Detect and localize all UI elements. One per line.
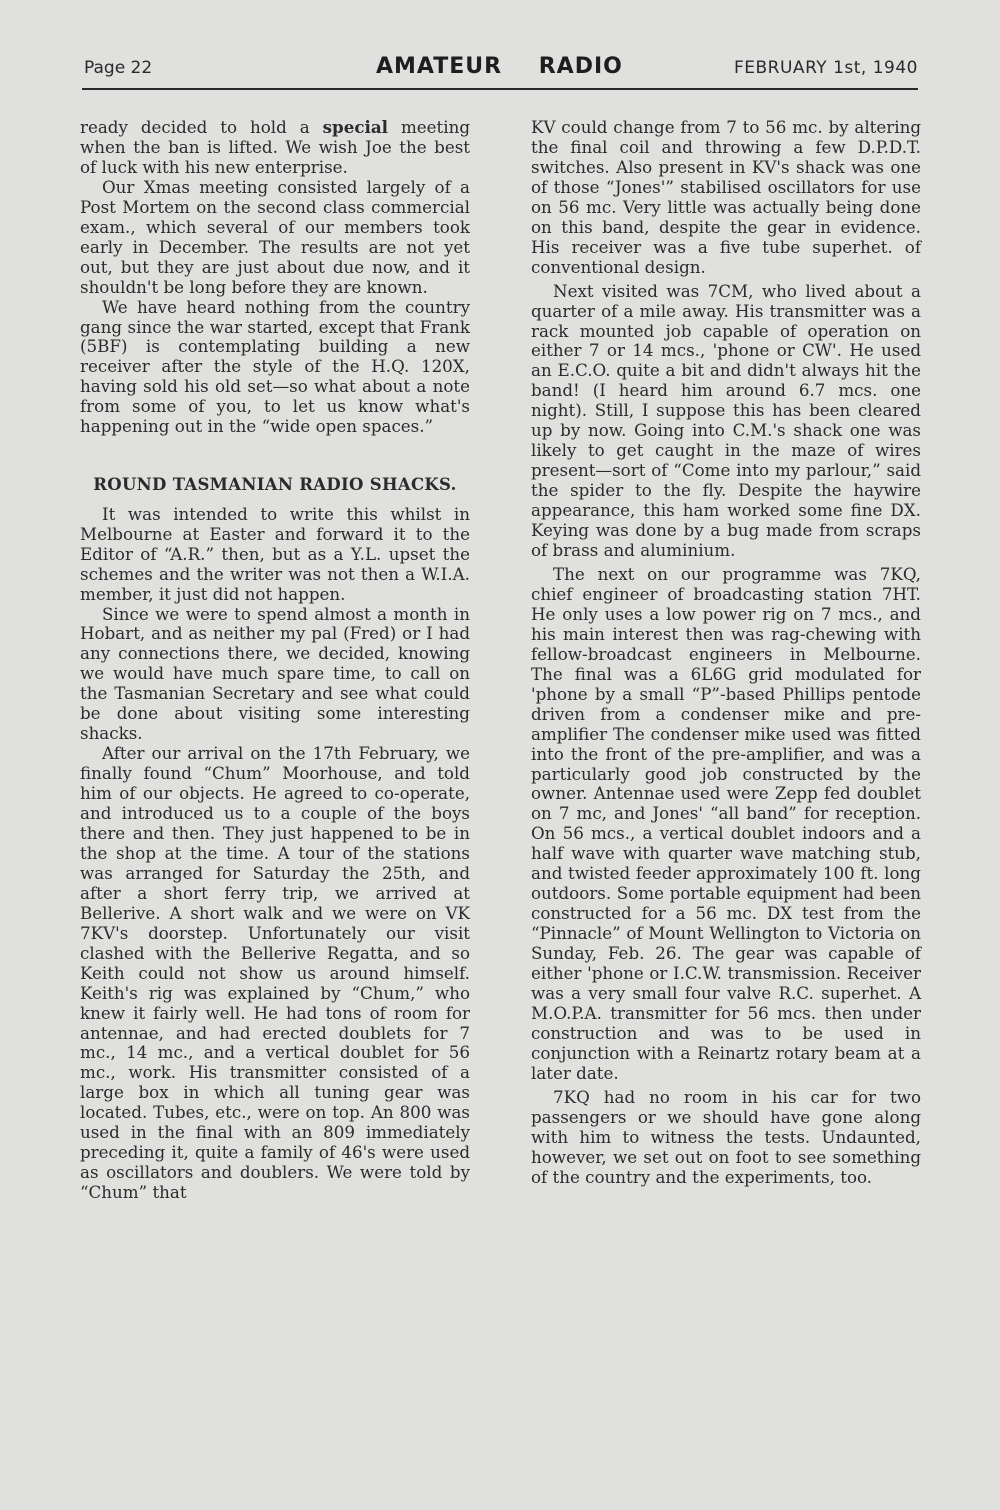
paragraph: It was intended to write this whilst in Melbourne at Easter and forward it to the Editor of “A.R.” then, but as a Y.L. upset the schemes and the writer was not then a W.I.A. member, it just did not happen. xyxy=(80,503,470,604)
paragraph: After our arrival on the 17th February, we finally found “Chum” Moorhouse, and told him of our objects. He agreed to co-operate, and introduced us to a couple of the boys there and then. They just happened to be in the shop at the time. A tour of the stations was arranged for Saturday the 25th, and after a short ferry trip, we arrived at Bellerive. A short walk and we were on VK 7KV's doorstep. Unfortunately our visit clashed with the Bellerive Regatta, and so Keith could not show us around himself. Keith's rig was explained by “Chum,” who knew it fairly well. He had tons of room for antennae, and had erected doublets for 7 mc., 14 mc., and a vertical doublet for 56 mc., work. His transmitter consisted of a large box in which all tuning gear was located. Tubes, etc., were on top. An 800 was used in the final with an 809 immediately preceding it, quite a family of 46's were used as oscillators and doublers. We were told by “Chum” that xyxy=(80,743,470,1203)
magazine-title: AMATEUR RADIO xyxy=(376,54,623,79)
paragraph-text: ready decided to hold a xyxy=(80,117,323,137)
paragraph: We have heard nothing from the country gang since the war started, except that Frank (5BF) is contemplating building a new receiver after the style of the H.Q. 120X, having sold his old set—so what about a note from some of you, to let us know what's happening out in the “wide open spaces.” xyxy=(80,296,470,437)
paragraph: Our Xmas meeting consisted largely of a Post Mortem on the second class commercial exam., which several of our members took early in December. The results are not yet out, but they are just about due now, and it shouldn't be long before they are known. xyxy=(80,176,470,297)
paragraph: 7KQ had no room in his car for two passengers or we should have gone along with him to witness the tests. Undaunted, however, we set out on foot to see something of the country and the experiments, too. xyxy=(531,1086,921,1187)
right-column xyxy=(531,118,921,1188)
paragraph-text: meeting when the ban is lifted. We wish Joe the best of luck with his new enterprise. xyxy=(80,117,470,177)
left-column xyxy=(80,118,470,1203)
emphasis-text: special xyxy=(322,117,388,137)
paragraph: KV could change from 7 to 56 mc. by altering the final coil and throwing a few D.P.D.T. switches. Also present in KV's shack was one of those “Jones'” stabilised oscillators for use on 56 mc. Very little was actually being done on this band, despite the gear in evidence. His receiver was a five tube superhet. of conventional design. xyxy=(531,117,921,277)
paragraph: Since we were to spend almost a month in Hobart, and as neither my pal (Fred) or I had any connections there, we decided, knowing we would have much spare time, to call on the Tasmanian Secretary and see what could be done about visiting some interesting shacks. xyxy=(80,603,470,744)
page-number: Page 22 xyxy=(84,58,153,78)
paragraph: The next on our programme was 7KQ, chief engineer of broadcasting station 7HT. He only uses a low power rig on 7 mcs., and his main interest then was rag-chewing with fellow-broadcast engineers in Melbourne. The final was a 6L6G grid modulated for 'phone by a small “P”-based Phillips pentode driven from a condenser mike and pre-amplifier The condenser mike used was fitted into the front of the pre-amplifier, and was a particularly good job constructed by the owner. Antennae used were Zepp fed doublet on 7 mc, and Jones' “all band” for reception. On 56 mcs., a vertical doublet indoors and a half wave with quarter wave matching stub, and twisted feeder approximately 100 ft. long outdoors. Some portable equipment had been constructed for a 56 mc. DX test from the “Pinnacle” of Mount Wellington to Victoria on Sunday, Feb. 26. The gear was capable of either 'phone or I.C.W. transmission. Receiver was a very small four valve R.C. superhet. A M.O.P.A. transmitter for 56 mcs. then under construction and was to be used in conjunction with a Reinartz rotary beam at a later date. xyxy=(531,563,921,1083)
paragraph xyxy=(80,118,470,178)
paragraph: Next visited was 7CM, who lived about a quarter of a mile away. His transmitter was a rack mounted job capable of operation on either 7 or 14 mcs., 'phone or CW'. He used an E.C.O. quite a bit and didn't always hit the band! (I heard him around 6.7 mcs. one night). Still, I suppose this has been cleared up by now. Going into C.M.'s shack one was likely to get caught in the maze of wires present—sort of “Come into my parlour,” said the spider to the fly. Despite the haywire appearance, this ham worked some fine DX. Keying was done by a bug made from scraps of brass and aluminium. xyxy=(531,280,921,561)
page-header xyxy=(82,54,918,90)
issue-date: FEBRUARY 1st, 1940 xyxy=(734,58,918,78)
section-heading: ROUND TASMANIAN RADIO SHACKS. xyxy=(93,475,457,495)
